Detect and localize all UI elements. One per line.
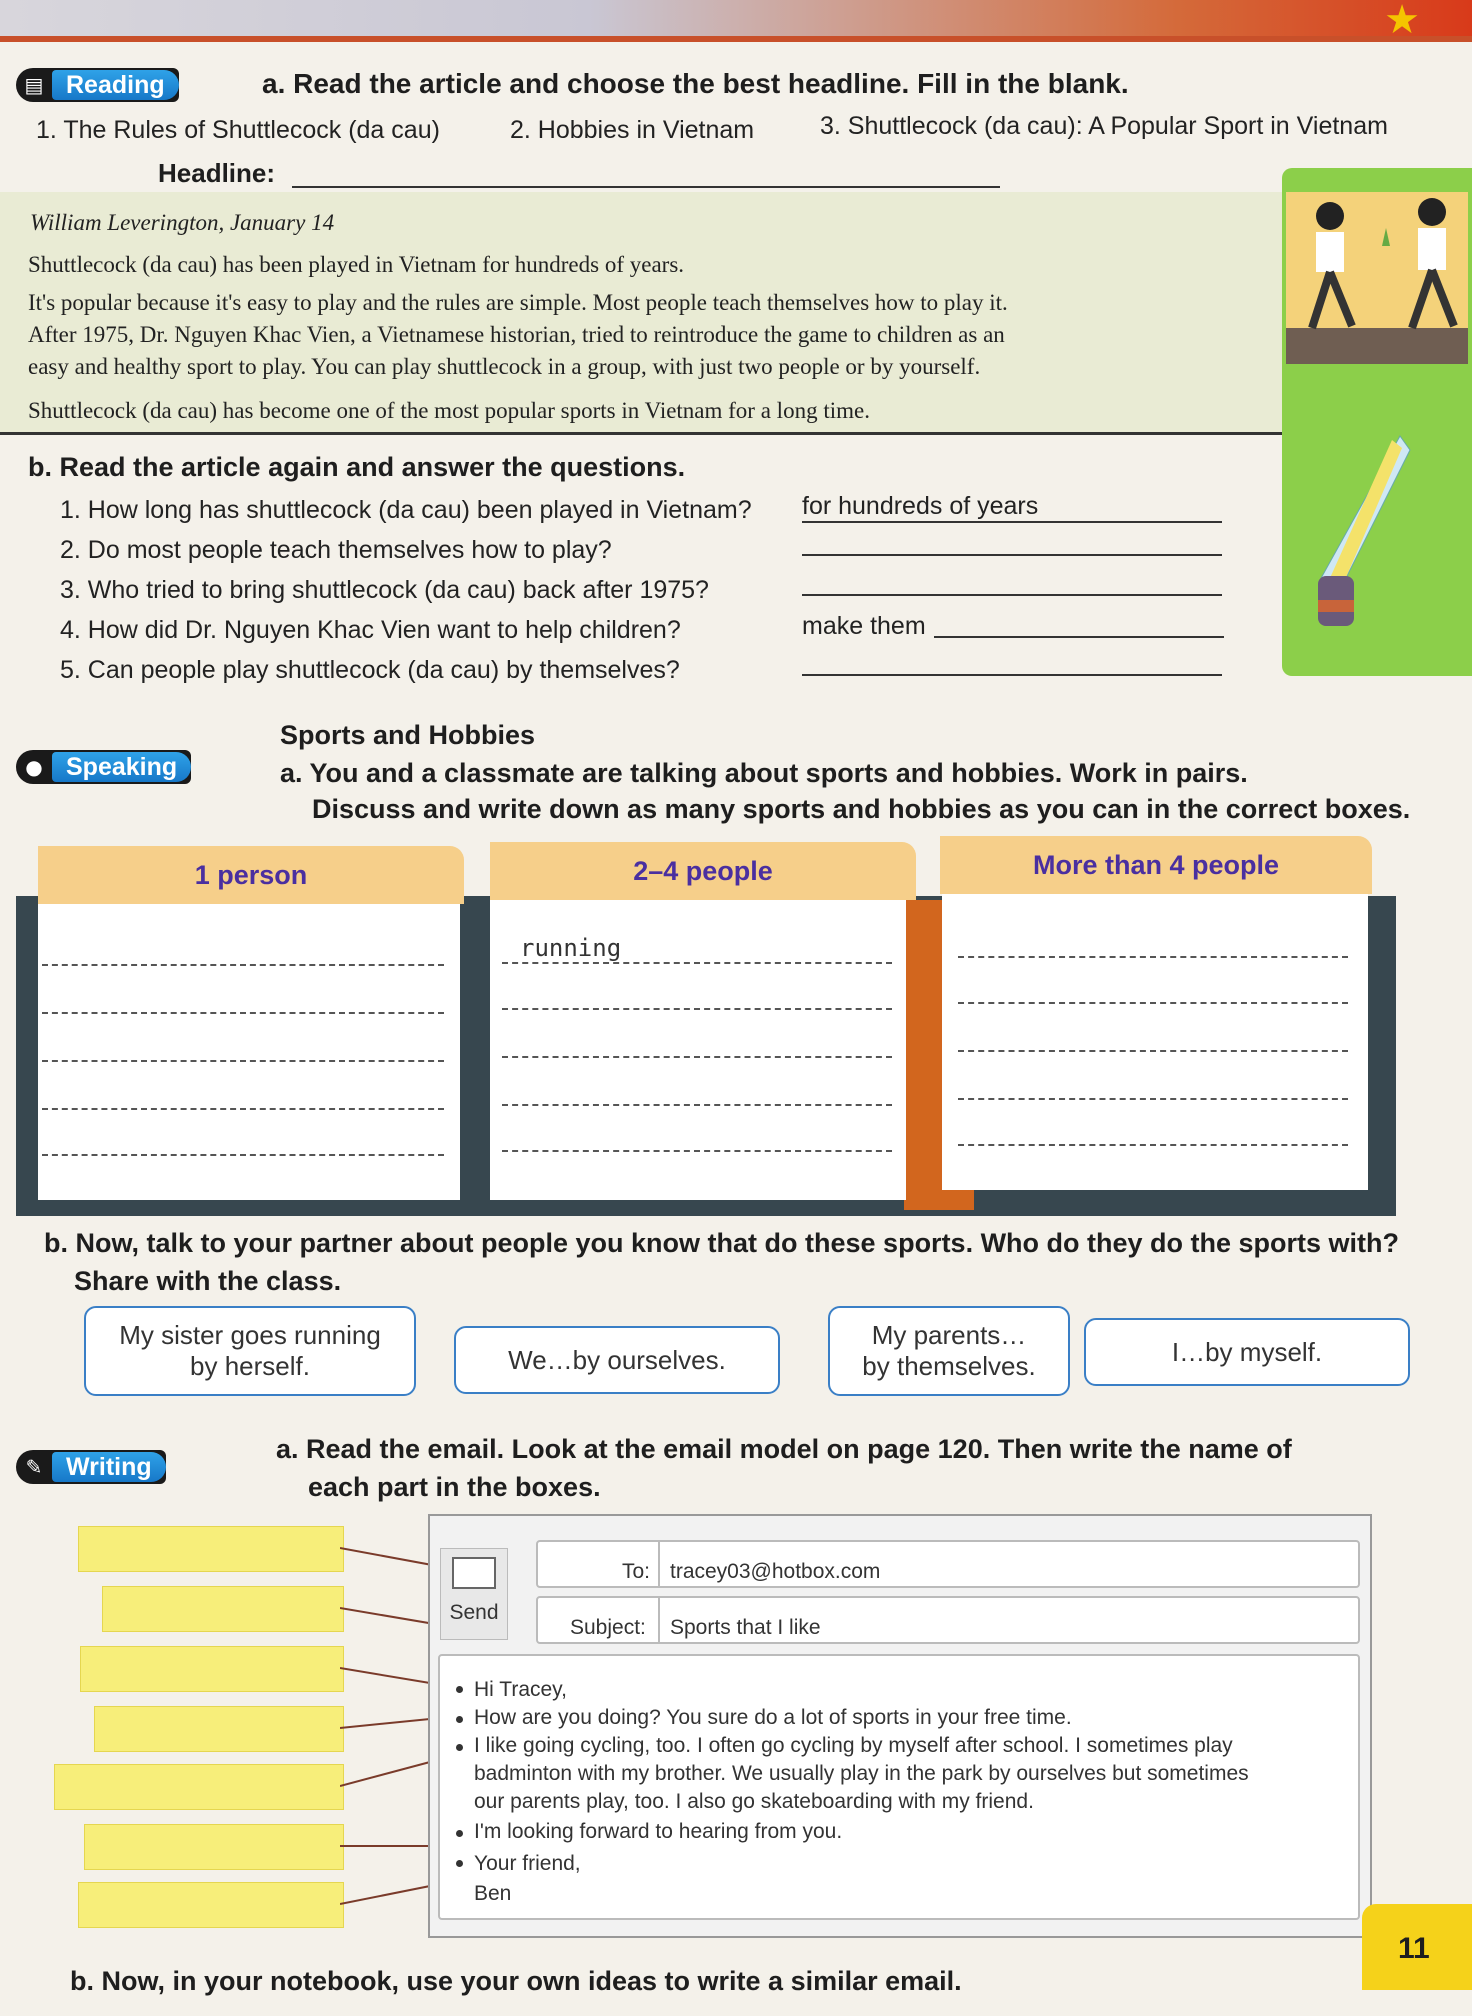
send-label: Send bbox=[449, 1601, 499, 1624]
writing-instruction-a1: a. Read the email. Look at the email model on page 120. Then write the name of bbox=[276, 1434, 1292, 1464]
headline-option-3: 3. Shuttlecock (da cau): A Popular Sport in Vietnam bbox=[820, 112, 1388, 140]
writing-line bbox=[502, 962, 892, 964]
column-header-1-person: 1 person bbox=[38, 846, 464, 904]
email-closing: I'm looking forward to hearing from you. bbox=[474, 1820, 843, 1843]
shuttlecock-players-illustration bbox=[1282, 188, 1472, 368]
part-label-box-2[interactable] bbox=[102, 1586, 344, 1632]
reading-instruction-a: a. Read the article and choose the best headline. Fill in the blank. bbox=[262, 68, 1129, 99]
speaking-instruction-b1: b. Now, talk to your partner about people you know that do these sports. Who do they do the sports with? bbox=[44, 1228, 1400, 1258]
subject-label: Subject: bbox=[570, 1616, 646, 1639]
question-2: 2. Do most people teach themselves how to play? bbox=[60, 536, 612, 564]
headline-label: Headline: bbox=[158, 158, 276, 188]
example-entry: running bbox=[520, 934, 622, 962]
field-divider bbox=[658, 1542, 660, 1586]
article-paragraph-1: Shuttlecock (da cau) has been played in Vietnam for hundreds of years. bbox=[28, 252, 685, 277]
subject-value: Sports that I like bbox=[670, 1616, 821, 1639]
to-value: tracey03@hotbox.com bbox=[670, 1560, 881, 1583]
reading-badge bbox=[16, 68, 179, 102]
article-paragraph-3: Shuttlecock (da cau) has become one of the most popular sports in Vietnam for a long time. bbox=[28, 398, 870, 423]
shuttlecock-icon bbox=[1300, 430, 1420, 640]
answer-4-prefix: make them bbox=[802, 612, 926, 640]
writing-line bbox=[502, 1104, 892, 1106]
speaking-instruction-a2: Discuss and write down as many sports and hobbies as you can in the correct boxes. bbox=[312, 794, 1411, 824]
speech-icon: ● bbox=[25, 755, 43, 779]
bullet-dot bbox=[456, 1716, 463, 1723]
envelope-icon bbox=[452, 1557, 496, 1589]
speaking-title: Sports and Hobbies bbox=[280, 720, 536, 750]
question-4: 4. How did Dr. Nguyen Khac Vien want to help children? bbox=[60, 616, 681, 644]
reading-instruction-b: b. Read the article again and answer the questions. bbox=[28, 452, 686, 482]
star-icon: ★ bbox=[1384, 0, 1420, 43]
writing-line bbox=[42, 964, 444, 966]
writing-line bbox=[42, 1154, 444, 1156]
question-3: 3. Who tried to bring shuttlecock (da cau) back after 1975? bbox=[60, 576, 709, 604]
part-label-box-6[interactable] bbox=[84, 1824, 344, 1870]
speech-bubble-1-line-1: My sister goes running bbox=[119, 1320, 381, 1350]
writing-line bbox=[958, 1098, 1348, 1100]
article-paragraph-2-line-2: After 1975, Dr. Nguyen Khac Vien, a Vietnamese historian, tried to reintroduce the game to children as an bbox=[28, 322, 1005, 347]
part-label-box-1[interactable] bbox=[78, 1526, 344, 1572]
speech-bubble-3 bbox=[828, 1306, 1070, 1396]
writing-badge-label: Writing bbox=[52, 1452, 166, 1482]
headline-option-2: 2. Hobbies in Vietnam bbox=[510, 116, 755, 144]
send-button[interactable] bbox=[440, 1548, 508, 1640]
speaking-instruction-b2: Share with the class. bbox=[74, 1266, 342, 1296]
answer-1[interactable]: for hundreds of years bbox=[802, 492, 1222, 523]
email-intro: How are you doing? You sure do a lot of sports in your free time. bbox=[474, 1706, 1072, 1729]
article-paragraph-2-line-3: easy and healthy sport to play. You can play shuttlecock in a group, with just two people or by yourself. bbox=[28, 354, 981, 379]
speech-bubble-3-line-2: by themselves. bbox=[862, 1351, 1036, 1381]
article-paragraph-2-line-1: It's popular because it's easy to play and the rules are simple. Most people teach themselves how to play it. bbox=[28, 290, 1008, 315]
speech-bubble-1 bbox=[84, 1306, 416, 1396]
speech-bubble-1-line-2: by herself. bbox=[190, 1351, 310, 1381]
email-greeting: Hi Tracey, bbox=[474, 1678, 567, 1701]
reading-badge-label: Reading bbox=[52, 70, 179, 100]
writing-badge bbox=[16, 1450, 166, 1484]
writing-instruction-a2: each part in the boxes. bbox=[308, 1472, 601, 1502]
answer-5[interactable] bbox=[802, 674, 1222, 676]
page-number: 11 bbox=[1398, 1932, 1430, 1965]
speech-bubble-3-line-1: My parents… bbox=[871, 1320, 1027, 1350]
writing-line bbox=[42, 1060, 444, 1062]
writing-line bbox=[958, 1002, 1348, 1004]
email-name: Ben bbox=[474, 1882, 512, 1905]
speech-bubble-4 bbox=[1084, 1318, 1410, 1386]
email-body-line-2: badminton with my brother. We usually play in the park by ourselves but sometimes bbox=[474, 1762, 1249, 1785]
bullet-dot bbox=[456, 1830, 463, 1837]
part-label-box-5[interactable] bbox=[54, 1764, 344, 1810]
question-1: 1. How long has shuttlecock (da cau) been played in Vietnam? bbox=[60, 496, 752, 524]
bullet-dot bbox=[456, 1860, 463, 1867]
email-body-line-1: I like going cycling, too. I often go cycling by myself after school. I sometimes play bbox=[474, 1734, 1233, 1757]
bullet-dot bbox=[456, 1686, 463, 1693]
top-banner bbox=[0, 0, 1472, 43]
part-label-box-7[interactable] bbox=[78, 1882, 344, 1928]
part-label-box-4[interactable] bbox=[94, 1706, 344, 1752]
document-icon: ▤ bbox=[24, 73, 44, 97]
to-label: To: bbox=[622, 1560, 651, 1583]
column-header-more-than-4: More than 4 people bbox=[940, 836, 1372, 894]
headline-blank[interactable] bbox=[292, 186, 1000, 188]
field-divider bbox=[658, 1598, 660, 1642]
writing-line bbox=[502, 1008, 892, 1010]
email-signoff: Your friend, bbox=[474, 1852, 581, 1875]
writing-line bbox=[958, 956, 1348, 958]
email-body-line-3: our parents play, too. I also go skateboarding with my friend. bbox=[474, 1790, 1034, 1813]
part-label-box-3[interactable] bbox=[80, 1646, 344, 1692]
article-byline: William Leverington, January 14 bbox=[30, 210, 335, 235]
bullet-dot bbox=[456, 1744, 463, 1751]
answer-4[interactable] bbox=[934, 636, 1224, 638]
speaking-badge bbox=[16, 750, 191, 784]
answer-2[interactable] bbox=[802, 554, 1222, 556]
writing-line bbox=[958, 1144, 1348, 1146]
writing-line bbox=[502, 1056, 892, 1058]
column-header-2-4-people: 2–4 people bbox=[490, 842, 916, 900]
writing-line bbox=[502, 1150, 892, 1152]
writing-instruction-b: b. Now, in your notebook, use your own ideas to write a similar email. bbox=[70, 1966, 962, 1996]
writing-line bbox=[42, 1012, 444, 1014]
top-stripe bbox=[0, 36, 1472, 42]
speaking-badge-label: Speaking bbox=[52, 752, 191, 782]
question-5: 5. Can people play shuttlecock (da cau) by themselves? bbox=[60, 656, 680, 684]
speech-bubble-2-text: We…by ourselves. bbox=[508, 1344, 726, 1375]
email-body[interactable] bbox=[438, 1654, 1360, 1920]
answer-3[interactable] bbox=[802, 594, 1222, 596]
writing-line bbox=[958, 1050, 1348, 1052]
headline-option-1: 1. The Rules of Shuttlecock (da cau) bbox=[36, 116, 440, 144]
speaking-instruction-a1: a. You and a classmate are talking about sports and hobbies. Work in pairs. bbox=[280, 758, 1248, 788]
writing-line bbox=[42, 1108, 444, 1110]
speech-bubble-2 bbox=[454, 1326, 780, 1394]
pencil-icon: ✎ bbox=[25, 1455, 43, 1479]
speech-bubble-4-text: I…by myself. bbox=[1171, 1336, 1323, 1367]
